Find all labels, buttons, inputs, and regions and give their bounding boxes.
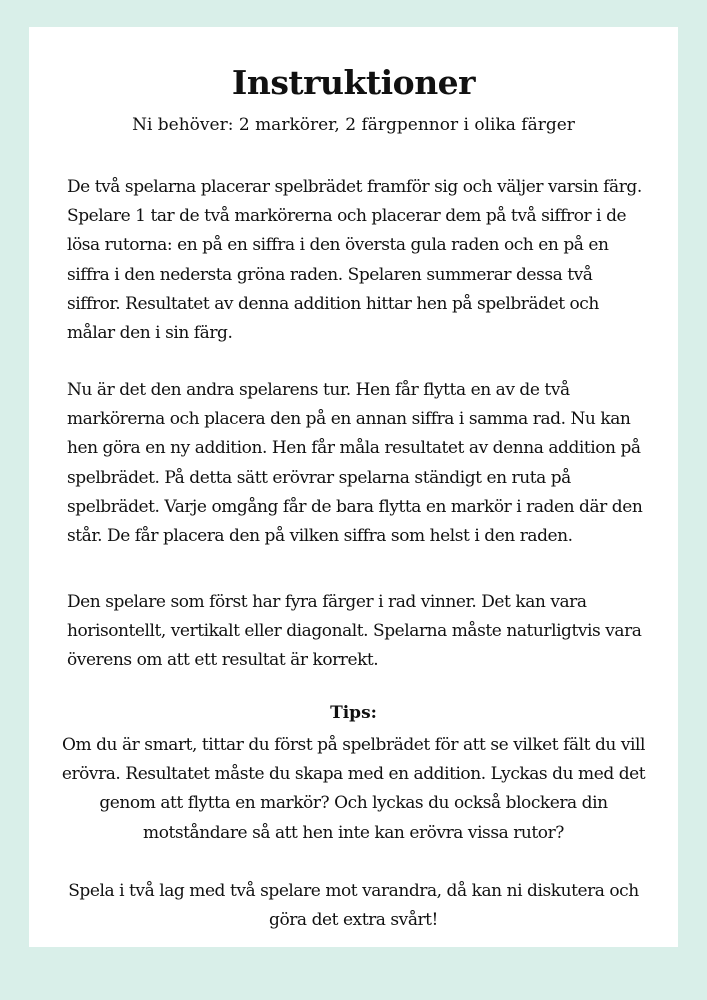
closing-paragraph: Spela i två lag med två spelare mot varandra, då kan ni diskutera och göra det extra svårt! <box>68 881 639 931</box>
page-title: Instruktioner <box>231 63 476 102</box>
instructions-paragraph-winning: Den spelare som först har fyra färger i rad vinner. Det kan vara horisontellt, vertikalt eller diagonalt. Spelarna måste naturligtvis vara överens om att ett resultat är korrekt. <box>67 592 642 671</box>
instruction-sheet <box>29 27 678 947</box>
requirements-line: Ni behöver: 2 markörer, 2 färgpennor i olika färger <box>132 115 575 135</box>
tips-heading: Tips: <box>330 703 377 723</box>
instructions-paragraph-setup: De två spelarna placerar spelbrädet framför sig och väljer varsin färg. Spelare 1 tar de två markörerna och placerar dem på två siffror i de lösa rutorna: en på en siffra i den översta gula raden och en på en siffra i den nedersta gröna raden. Spelaren summerar dessa två siffror. Resultatet av denna addition hittar hen på spelbrädet och målar den i sin färg. <box>67 177 642 344</box>
tips-paragraph: Om du är smart, tittar du först på spelbrädet för att se vilket fält du vill erövra. Resultatet måste du skapa med en addition. Lyckas du med det genom att flytta en markör? Och lyckas du också blockera din motståndare så att hen inte kan erövra vissa rutor? <box>61 735 646 843</box>
instructions-paragraph-turns: Nu är det den andra spelarens tur. Hen får flytta en av de två markörerna och placera den på en annan siffra i samma rad. Nu kan hen göra en ny addition. Hen får måla resultatet av denna addition på spelbrädet. På detta sätt erövrar spelarna ständigt en ruta på spelbrädet. Varje omgång får de bara flytta en markör i raden där den står. De får placera den på vilken siffra som helst i den raden. <box>67 380 643 547</box>
